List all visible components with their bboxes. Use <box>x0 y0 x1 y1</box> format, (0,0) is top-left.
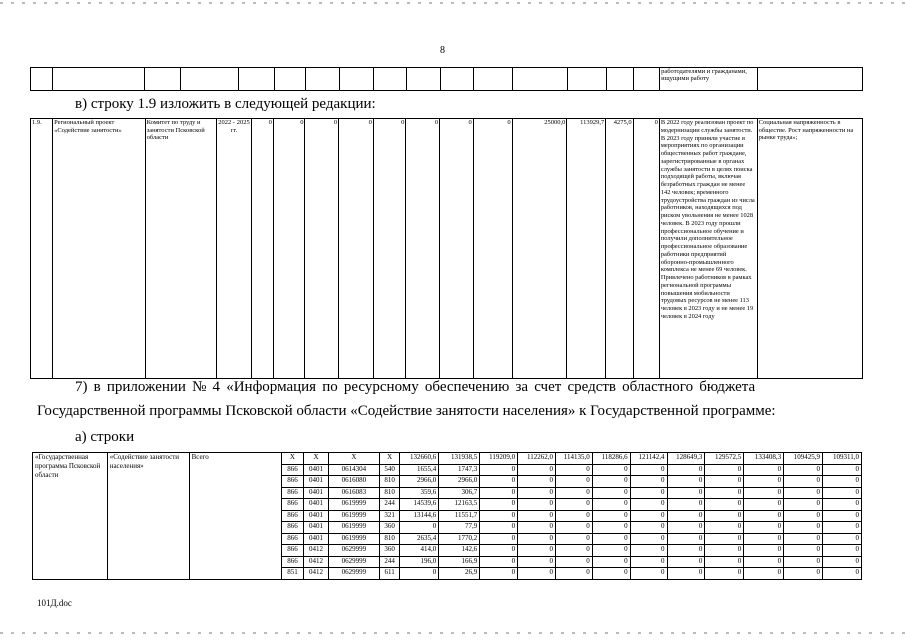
table-cell: 0 <box>555 568 592 580</box>
table-cell: 0 <box>518 499 556 511</box>
table-cell: 0 <box>592 568 630 580</box>
top-table-last-cell: работодателями и гражданами, ищущими работу <box>660 68 758 91</box>
table-cell: 0 <box>744 568 784 580</box>
table-cell: 0 <box>630 568 667 580</box>
table-cell: 0 <box>667 556 705 568</box>
table-cell: 0 <box>480 556 518 568</box>
value-cell: 0 <box>305 119 339 379</box>
table-cell: 0 <box>555 487 592 499</box>
value-cell: 0 <box>373 119 406 379</box>
table-cell: 0616083 <box>328 487 379 499</box>
table-cell: 132660,6 <box>400 453 439 465</box>
table-cell: 0 <box>555 510 592 522</box>
table-cell: 0 <box>705 533 744 545</box>
table-cell: 0 <box>480 476 518 488</box>
executor: Комитет по труду и занятости Псковской области <box>145 119 217 379</box>
table-cell: 0 <box>705 510 744 522</box>
table-cell: 0 <box>823 487 862 499</box>
table-cell: 0 <box>630 510 667 522</box>
paragraph-7-line1: 7) в приложении № 4 «Информация по ресурсному обеспечению за счет средств областного бюджета <box>75 379 756 395</box>
table-cell: 0 <box>480 499 518 511</box>
table-cell: 0 <box>555 533 592 545</box>
table-cell: 0 <box>518 487 556 499</box>
table-cell: X <box>379 453 399 465</box>
table-cell: 414,0 <box>400 545 439 557</box>
table-cell: 866 <box>281 499 304 511</box>
table-cell: 0 <box>630 476 667 488</box>
table-cell: 0401 <box>304 510 329 522</box>
table-cell: 0401 <box>304 476 329 488</box>
table-cell: 866 <box>281 522 304 534</box>
table-cell: 0 <box>744 545 784 557</box>
table-cell: 0401 <box>304 464 329 476</box>
table-cell: 0 <box>667 510 705 522</box>
value-cell: 0 <box>406 119 440 379</box>
table-cell: 0 <box>592 510 630 522</box>
table-cell: 244 <box>379 499 399 511</box>
resource-table <box>32 452 862 580</box>
description: В 2022 году реализован проект по модернизации службы занятости. В 2023 году приняли участие в мероприятиях по организации общественных работ граждане, зарегистрированные в органах службы занятости в целях поиска подходящей работы, включая безработных граждан не менее 142 человек; временного трудоустройства граждан из числа работников, находящихся под риском увольнения не менее 1028 человек. В 2023 году прошли профессиональное обучение и получили дополнительное профессиональное образование работники предприятий оборонно-промышленного комплекса не менее 69 человек. Привлечено работников в рамках региональной программы повышения мобильности трудовых ресурсов не менее 113 человек в 2023 году и не менее 19 человек в 2024 году <box>659 119 757 379</box>
footer-filename: 101Д.doc <box>37 598 72 608</box>
table-cell: 0401 <box>304 522 329 534</box>
table-cell: 0 <box>592 499 630 511</box>
table-cell: 0 <box>823 568 862 580</box>
table-cell: 26,9 <box>439 568 480 580</box>
table-cell: 0 <box>400 522 439 534</box>
table-cell: 0 <box>555 522 592 534</box>
program-cell: «Государственная программа Псковской области <box>33 453 108 580</box>
table-cell: 0 <box>705 499 744 511</box>
table-cell: 109425,9 <box>784 453 823 465</box>
table-cell: 0 <box>744 487 784 499</box>
table-cell: 0 <box>630 556 667 568</box>
table-cell: 0412 <box>304 568 329 580</box>
table-cell: 142,6 <box>439 545 480 557</box>
table-cell: 0619999 <box>328 522 379 534</box>
table-cell: 128649,3 <box>667 453 705 465</box>
table-cell: 0 <box>480 545 518 557</box>
table-row <box>33 453 862 465</box>
table-cell: 0 <box>705 556 744 568</box>
table-cell: 2966,0 <box>439 476 480 488</box>
row-number: 1.9. <box>31 119 53 379</box>
table-cell: 11551,7 <box>439 510 480 522</box>
table-cell: 0 <box>630 487 667 499</box>
value-cell: 113929,7 <box>567 119 606 379</box>
table-cell: 0 <box>823 464 862 476</box>
table-cell: 0 <box>667 545 705 557</box>
table-cell: 866 <box>281 487 304 499</box>
table-cell: 0 <box>518 545 556 557</box>
table-cell: 0 <box>823 545 862 557</box>
table-cell: X <box>304 453 329 465</box>
table-cell: 1655,4 <box>400 464 439 476</box>
table-cell: 0401 <box>304 533 329 545</box>
table-cell: 0 <box>592 522 630 534</box>
table-cell: 0 <box>784 487 823 499</box>
value-cell: 25000,0 <box>512 119 567 379</box>
table-cell: 0 <box>705 545 744 557</box>
table-cell: 0 <box>518 568 556 580</box>
table-cell: 0 <box>744 522 784 534</box>
table-cell: 13144,6 <box>400 510 439 522</box>
table-cell: 196,0 <box>400 556 439 568</box>
table-cell: 0 <box>823 556 862 568</box>
table-cell: 0 <box>784 476 823 488</box>
table-cell: 0629999 <box>328 556 379 568</box>
table-cell: 0 <box>705 568 744 580</box>
table-cell: 0 <box>630 522 667 534</box>
table-cell: 0619999 <box>328 533 379 545</box>
table-cell: 0 <box>480 533 518 545</box>
heading-v: в) строку 1.9 изложить в следующей редакции: <box>75 96 376 112</box>
row-1-9 <box>31 119 863 379</box>
scan-artifact-bottom <box>0 632 905 634</box>
table-cell: 360 <box>379 545 399 557</box>
table-cell: 0629999 <box>328 545 379 557</box>
table-cell: 0 <box>705 464 744 476</box>
table-cell: 0 <box>744 476 784 488</box>
table-cell: 851 <box>281 568 304 580</box>
table-cell: 0 <box>555 464 592 476</box>
table-cell: 866 <box>281 533 304 545</box>
table-cell: 0 <box>518 476 556 488</box>
table-cell: 0 <box>592 533 630 545</box>
table-cell: 0 <box>784 545 823 557</box>
table-cell: 0 <box>667 499 705 511</box>
value-cell: 0 <box>633 119 659 379</box>
table-cell: 0 <box>823 533 862 545</box>
table-cell: 866 <box>281 510 304 522</box>
value-cell: 0 <box>339 119 374 379</box>
table-cell: 0 <box>784 510 823 522</box>
table-cell: 0 <box>518 522 556 534</box>
table-cell: 0 <box>667 533 705 545</box>
table-cell: 0629999 <box>328 568 379 580</box>
table-cell: 1770,2 <box>439 533 480 545</box>
scan-artifact-top <box>0 2 905 4</box>
table-cell: 0 <box>555 545 592 557</box>
table-cell: X <box>328 453 379 465</box>
table-cell: 866 <box>281 476 304 488</box>
table-cell: 0 <box>667 476 705 488</box>
table-cell: 0 <box>592 464 630 476</box>
table-cell: 133408,3 <box>744 453 784 465</box>
top-table-row <box>31 68 863 91</box>
table-cell: 0619999 <box>328 499 379 511</box>
table-cell: 0 <box>555 476 592 488</box>
years: 2022 - 2025 гг. <box>217 119 252 379</box>
table-cell: 0401 <box>304 499 329 511</box>
table-cell: 306,7 <box>439 487 480 499</box>
table-cell: 0 <box>667 522 705 534</box>
table-cell: 0 <box>630 499 667 511</box>
table-cell: 0 <box>592 487 630 499</box>
table-cell: 129572,5 <box>705 453 744 465</box>
table-cell: 0 <box>630 464 667 476</box>
table-cell: 0 <box>705 476 744 488</box>
table-cell: 0 <box>705 487 744 499</box>
table-cell: 0 <box>823 510 862 522</box>
value-cell: 0 <box>473 119 512 379</box>
table-cell: 0 <box>823 499 862 511</box>
table-cell: 0 <box>480 510 518 522</box>
table-cell: 166,9 <box>439 556 480 568</box>
table-cell: 810 <box>379 476 399 488</box>
table-cell: 1747,3 <box>439 464 480 476</box>
table-cell: 2635,4 <box>400 533 439 545</box>
table-cell: 0 <box>823 476 862 488</box>
table-cell: 0619999 <box>328 510 379 522</box>
table-cell: 810 <box>379 487 399 499</box>
project-name: Региональный проект «Содействие занятости» <box>53 119 146 379</box>
table-cell: 77,9 <box>439 522 480 534</box>
table-cell: 0 <box>744 510 784 522</box>
value-cell: 0 <box>440 119 474 379</box>
paragraph-7-line2: Государственной программы Псковской области «Содействие занятости населения» к Государственной программе: <box>37 403 776 419</box>
total-label-cell: Всего <box>189 453 281 580</box>
page-number: 8 <box>440 45 445 56</box>
table-cell: 0 <box>784 556 823 568</box>
table-cell: 0 <box>667 568 705 580</box>
table-cell: 0 <box>592 556 630 568</box>
table-cell: 0 <box>480 487 518 499</box>
table-cell: 0 <box>784 533 823 545</box>
table-cell: 0 <box>480 522 518 534</box>
value-cell: 4275,0 <box>606 119 633 379</box>
table-cell: 114135,0 <box>555 453 592 465</box>
table-cell: 810 <box>379 533 399 545</box>
table-cell: 0 <box>744 533 784 545</box>
table-cell: 0 <box>784 522 823 534</box>
table-cell: 0 <box>784 499 823 511</box>
table-cell: X <box>281 453 304 465</box>
table-cell: 866 <box>281 545 304 557</box>
table-cell: 0 <box>400 568 439 580</box>
table-cell: 0 <box>784 464 823 476</box>
table-cell: 244 <box>379 556 399 568</box>
table-cell: 0 <box>667 464 705 476</box>
table-cell: 321 <box>379 510 399 522</box>
result: Социальная напряженность в обществе. Рост напряженности на рынке труда»; <box>757 119 862 379</box>
table-cell: 0 <box>555 556 592 568</box>
table-cell: 119209,0 <box>480 453 518 465</box>
table-cell: 0 <box>744 464 784 476</box>
table-cell: 0 <box>630 533 667 545</box>
table-cell: 0 <box>823 522 862 534</box>
table-cell: 0 <box>518 533 556 545</box>
table-cell: 0 <box>592 545 630 557</box>
table-cell: 2966,0 <box>400 476 439 488</box>
table-cell: 0 <box>744 556 784 568</box>
table-cell: 0 <box>667 487 705 499</box>
table-cell: 0 <box>518 464 556 476</box>
value-cell: 0 <box>273 119 305 379</box>
table-cell: 0401 <box>304 487 329 499</box>
table-cell: 866 <box>281 464 304 476</box>
table-cell: 359,6 <box>400 487 439 499</box>
table-cell: 0412 <box>304 556 329 568</box>
heading-a: а) строки <box>75 429 135 445</box>
table-cell: 0 <box>480 464 518 476</box>
row-1-9-table <box>30 118 863 379</box>
table-cell: 0 <box>744 499 784 511</box>
table-cell: 12163,5 <box>439 499 480 511</box>
table-cell: 0 <box>480 568 518 580</box>
table-cell: 611 <box>379 568 399 580</box>
table-cell: 0 <box>784 568 823 580</box>
table-cell: 121142,4 <box>630 453 667 465</box>
top-table-fragment <box>30 67 863 91</box>
table-cell: 0 <box>592 476 630 488</box>
table-cell: 118286,6 <box>592 453 630 465</box>
table-cell: 0 <box>518 556 556 568</box>
table-cell: 109311,0 <box>823 453 862 465</box>
table-cell: 866 <box>281 556 304 568</box>
table-cell: 131938,5 <box>439 453 480 465</box>
value-cell: 0 <box>251 119 273 379</box>
subprogram-cell: «Содействие занятости населения» <box>107 453 189 580</box>
table-cell: 540 <box>379 464 399 476</box>
table-cell: 0614304 <box>328 464 379 476</box>
table-cell: 0 <box>630 545 667 557</box>
table-cell: 0 <box>705 522 744 534</box>
table-cell: 0 <box>555 499 592 511</box>
table-cell: 112262,0 <box>518 453 556 465</box>
table-cell: 0412 <box>304 545 329 557</box>
table-cell: 0616080 <box>328 476 379 488</box>
table-cell: 0 <box>518 510 556 522</box>
table-cell: 360 <box>379 522 399 534</box>
table-cell: 14539,6 <box>400 499 439 511</box>
